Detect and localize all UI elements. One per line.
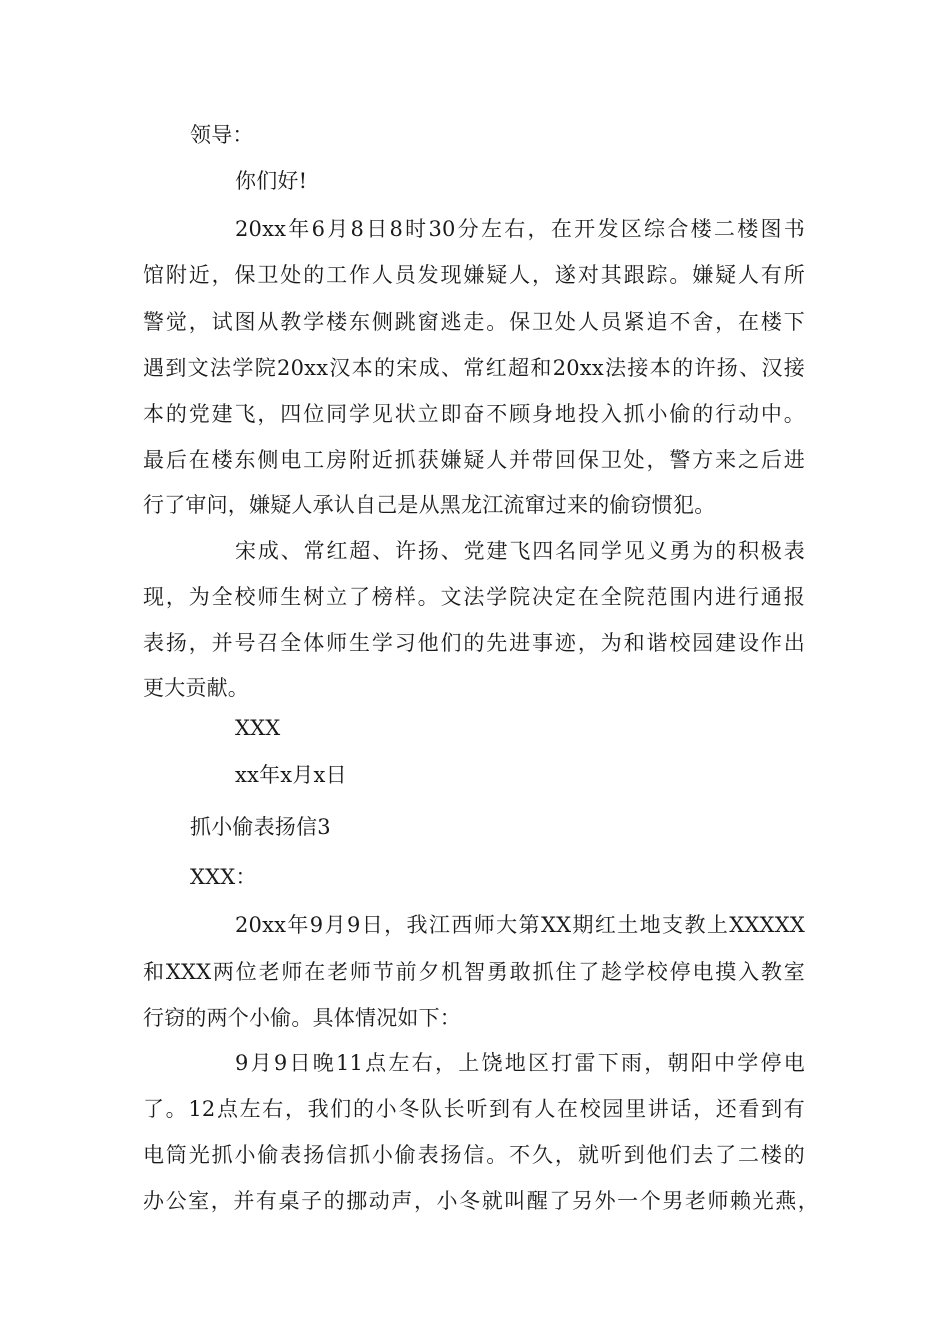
greeting: 你们好! [235, 169, 308, 193]
paragraph-line: 现，为全校师生树立了榜样。文法学院决定在全院范围内进行通报 [143, 585, 805, 609]
paragraph-line: 表扬，并号召全体师生学习他们的先进事迹，为和谐校园建设作出 [143, 631, 805, 655]
signature: XXX [235, 716, 281, 740]
paragraph-line: 20xx年9月9日，我江西师大第XX期红土地支教上XXXXX [235, 913, 805, 937]
paragraph-line: 宋成、常红超、许扬、党建飞四名同学见义勇为的积极表 [235, 539, 805, 563]
paragraph-line: 本的党建飞，四位同学见状立即奋不顾身地投入抓小偷的行动中。 [143, 402, 805, 426]
paragraph-line: 9月9日晚11点左右，上饶地区打雷下雨，朝阳中学停电 [235, 1051, 805, 1075]
paragraph-line: 更大贡献。 [143, 676, 249, 700]
salutation: 领导： [190, 123, 254, 147]
paragraph-line: 电筒光抓小偷表扬信抓小偷表扬信。不久，就听到他们去了二楼的 [143, 1143, 805, 1167]
paragraph-line: 遇到文法学院20xx汉本的宋成、常红超和20xx法接本的许扬、汉接 [143, 356, 805, 380]
paragraph-line: 警觉，试图从教学楼东侧跳窗逃走。保卫处人员紧追不舍，在楼下 [143, 310, 805, 334]
paragraph-line: 和XXX两位老师在老师节前夕机智勇敢抓住了趁学校停电摸入教室 [143, 960, 805, 984]
paragraph-line: 行窃的两个小偷。具体情况如下： [143, 1006, 461, 1030]
paragraph-line: 20xx年6月8日8时30分左右，在开发区综合楼二楼图书 [235, 217, 805, 241]
date: xx年x月x日 [235, 763, 347, 787]
paragraph-line: 馆附近，保卫处的工作人员发现嫌疑人，遂对其跟踪。嫌疑人有所 [143, 263, 805, 287]
paragraph-line: 最后在楼东侧电工房附近抓获嫌疑人并带回保卫处，警方来之后进 [143, 448, 805, 472]
salutation: XXX： [190, 865, 257, 889]
paragraph-line: 行了审问，嫌疑人承认自己是从黑龙江流窜过来的偷窃惯犯。 [143, 493, 716, 517]
paragraph-line: 了。12点左右，我们的小冬队长听到有人在校园里讲话，还看到有 [143, 1097, 805, 1121]
paragraph-line: 办公室，并有桌子的挪动声，小冬就叫醒了另外一个男老师赖光燕， [143, 1189, 819, 1213]
letter-title: 抓小偷表扬信3 [190, 815, 331, 839]
